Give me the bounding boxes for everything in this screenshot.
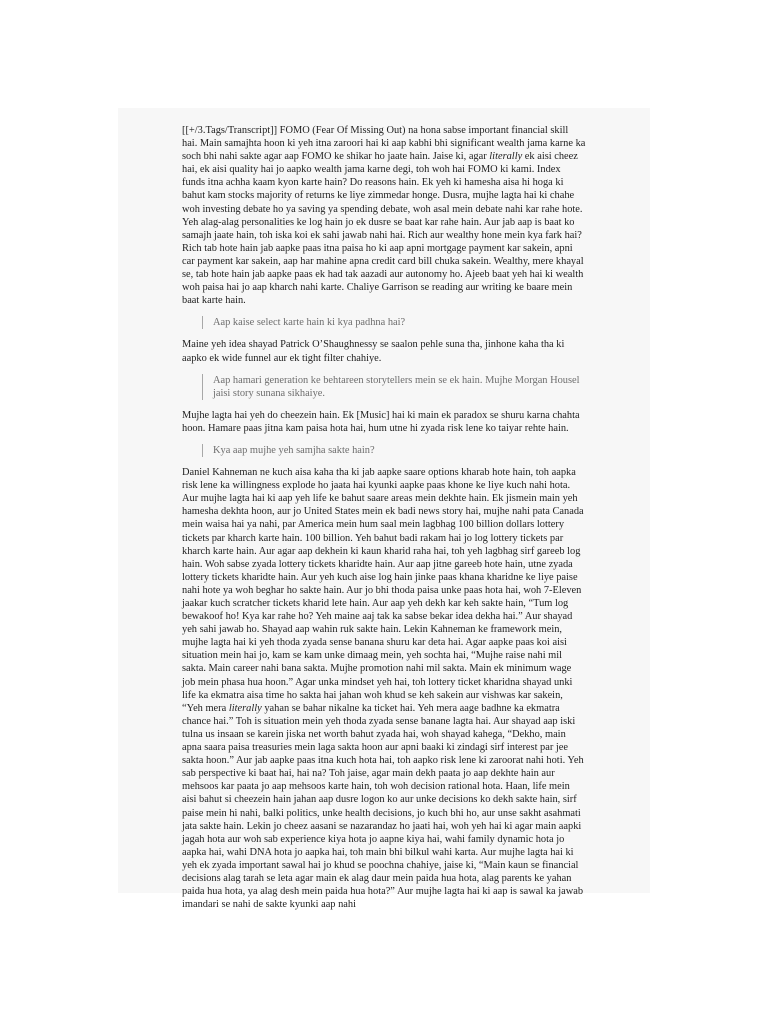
document-page	[118, 108, 650, 911]
paragraph-kahneman-text-b: yahan se bahar nikalne ka ticket hai. Yeh mera aage badhne ka ekmatra chance hai.” Toh is situation mein yeh thoda zyada sense banane lagta hai. Aur shayad aap iski tulna us insaan se karein jiska net worth bahut zyada hai, woh shayad kahega, “Dekho, main apna saara paisa treasuries mein laga sakta hoon aur apni baaki ki zindagi sirf interest par jee sakta hoon.” Aur jab aapke paas itna kuch hota hai, toh aapko risk lene ki zaroorat nahi hoti. Yeh sab perspective ki baat hai, hai na? Toh jaise, agar main dekh paata jo aap dekhte hain aur mehsoos kar paata jo aap mehsoos karte hain, toh woh decision rational hota. Haan, life mein aisi bahut si cheezein hain jahan aap dusre logon ko aur unke decisions ko dekh sakte hain, sirf paise mein hi nahi, balki politics, unke health decisions, jo kuch bhi ho, aur unse sakht asahmati jata sakte hain. Lekin jo cheez aasani se nazarandaz ho jaati hai, woh yeh hai ki agar main aapki jagah hota aur woh sab experience kiya hota jo aapne kiya hai, wahi family dynamic hota jo aapka hai, wahi DNA hota jo aapka hai, toh main bhi bilkul wahi karta. Aur mujhe lagta hai ki yeh ek zyada important sawal hai jo khud se poochna chahiye, jaise ki, “Main kaun se financial decisions alag tarah se leta agar main ek alag daur mein paida hua hota, alag parents ke yahan paida hua hota, ya alag desh mein paida hua hota?” Aur mujhe lagta hai ki aap is sawal ka jawab imandari se nahi de sakte kyunki aap nahi	[182, 702, 584, 911]
italic-literally: literally	[489, 151, 523, 163]
paragraph-paradox: Mujhe lagta hai yeh do cheezein hain. Ek [Music] hai ki main ek paradox se shuru karna chahta hoon. Hamare paas jitna kam paisa hota hai, hum utne hi zyada risk lene ko taiyar rehte hain.	[182, 409, 580, 434]
paragraph-intro	[182, 124, 586, 307]
question-explain: Kya aap mujhe yeh samjha sakte hain?	[202, 444, 586, 457]
paragraph-intro-text-b: ek aisi cheez hai, ek aisi quality hai jo aapko wealth jama karne degi, toh woh hai FOMO ki kami. Index funds itna achha kaam kyon karte hain? Do reasons hain. Ek yeh ki hamesha aisa hi hoga ki bahut kam stocks majority of returns ke liye zimmedar honge. Dusra, mujhe lagta hai ki chahe woh investing debate ho ya saving ya spending debate, woh asal mein debate nahi kar rahe hote. Yeh alag-alag personalities ke log hain jo ek dusre se baat kar rahe hain. Aur jab aap is baat ko samajh jaate hain, toh iska koi ek sahi jawab nahi hai. Rich aur wealthy hone mein kya fark hai? Rich tab hote hain jab aapke paas itna paisa ho ki aap apni mortgage payment kar sakein, apni car payment kar sakein, aap har mahine apna credit card bill chuka sakein. Wealthy, mere khayal se, tab hote hain jab aapke paas ek had tak aazadi aur autonomy ho. Ajeeb baat yeh hai ki wealth woh paisa hai jo aap kharch nahi karte. Chaliye Garrison se reading aur writing ke baare mein baat karte hain.	[182, 151, 584, 307]
paragraph-kahneman-text-a: Daniel Kahneman ne kuch aisa kaha tha ki jab aapke saare options kharab hote hain, toh aapka risk lene ka willingness explode ho jaata hai kyunki aapke paas khone ke liye kuch nahi hota. Aur mujhe lagta hai ki aap yeh life ke bahut saare areas mein dekhte hain. Ek jismein main yeh hamesha dekhta hoon, aur jo United States mein ek badi news story hai, mujhe nahi pata Canada mein waisa hai ya nahi, par America mein hum saal mein lagbhag 100 billion dollars lottery tickets par kharch karte hain. 100 billion. Yeh bahut badi rakam hai jo log lottery tickets par kharch karte hain. Aur agar aap dekhein ki kaun kharid raha hai, toh yeh lagbhag sirf gareeb log hain. Woh sabse zyada lottery tickets kharidte hain. Aur aap jitne gareeb hote hain, utne zyada lottery tickets kharidte hain. Aur yeh kuch aise log hain jinke paas khana kharidne ke liye paise nahi hote ya woh beghar ho sakte hain. Aur jo bhi thoda paisa unke paas hota hai, woh 7-Eleven jaakar kuch scratcher tickets kharid lete hain. Aur aap yeh dekh kar keh sakte hain, “Tum log bewakoof ho! Kya kar rahe ho? Yeh maine aaj tak ka sabse bekar idea dekha hai.” Aur shayad yeh sahi jawab ho. Shayad aap wahin ruk sakte hain. Lekin Kahneman ke framework mein, mujhe lagta hai ki yeh thoda zyada sense banana shuru kar deta hai. Agar aapke paas koi aisi situation mein hai jo, kam se kam unke dimaag mein, yeh sochta hai, “Mujhe raise nahi mil sakta. Main career nahi bana sakta. Mujhe promotion nahi mil sakta. Main ek minimum wage job mein phasa hua hoon.” Agar unka mindset yeh hai, toh lottery ticket kharidna shayad unki life ka ekmatra aisa time ho sakta hai jahan woh khud se keh sakein aur vishwas kar sakein, “Yeh mera	[182, 467, 584, 714]
paragraph-funnel-filter: Maine yeh idea shayad Patrick O’Shaughnessy se saalon pehle suna tha, jinhone kaha tha ki aapko ek wide funnel aur ek tight filter chahiye.	[182, 339, 565, 364]
paragraph-kahneman	[182, 466, 586, 911]
question-storytelling: Aap hamari generation ke behtareen storytellers mein se ek hain. Mujhe Morgan Housel jaisi story sunana sikhaiye.	[202, 374, 586, 400]
paragraph-intro-text-a: [[+/3.Tags/Transcript]] FOMO (Fear Of Missing Out) na hona sabse important financial skill hai. Main samajhta hoon ki yeh itna zaroori hai ki aap kabhi bhi significant wealth jama karne ka soch bhi nahi sakte agar aap FOMO ke shikar ho jaate hain. Jaise ki, agar	[182, 125, 586, 163]
italic-literally: literally	[228, 702, 262, 714]
question-what-to-read: Aap kaise select karte hain ki kya padhna hai?	[202, 316, 586, 329]
document-content	[182, 124, 586, 911]
